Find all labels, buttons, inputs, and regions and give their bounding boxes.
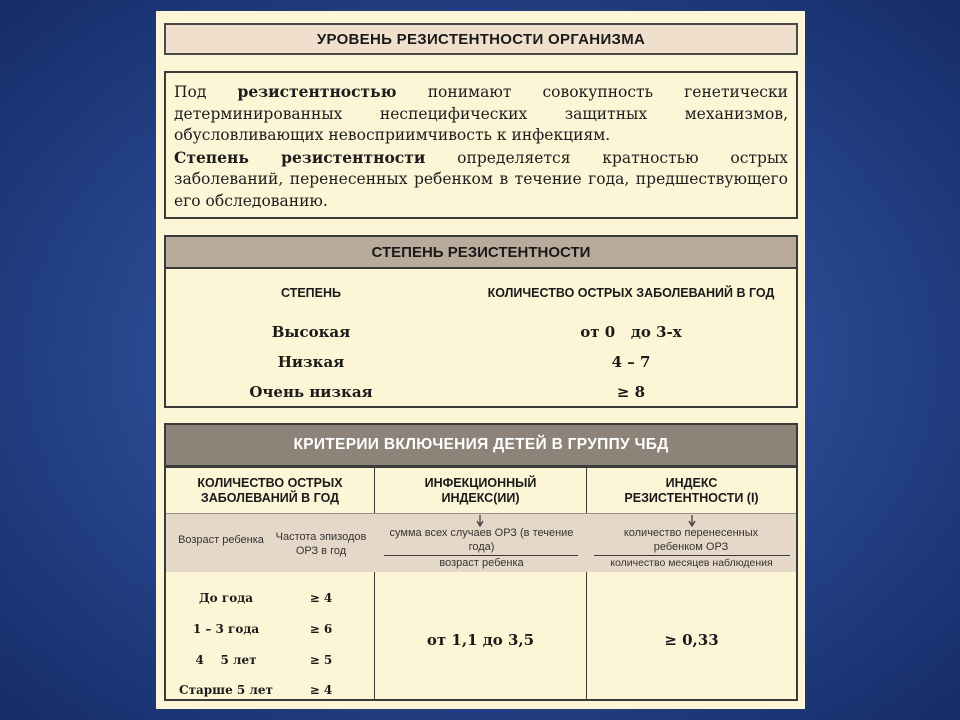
age-cell: Старше 5 лет — [179, 683, 273, 697]
infection-index-numerator: сумма всех случаев ОРЗ (в течение года) — [389, 527, 574, 553]
table-row — [166, 317, 796, 347]
age-subheader: Возраст ребенка — [178, 534, 264, 546]
degree-cell: Высокая — [271, 323, 351, 341]
page-title: УРОВЕНЬ РЕЗИСТЕНТНОСТИ ОРГАНИЗМА — [164, 23, 798, 55]
degree-cell: Очень низкая — [249, 383, 373, 401]
count-cell: 4 – 7 — [611, 353, 651, 371]
infection-index-denominator: возраст ребенка — [439, 557, 524, 569]
age-cell: 4 5 лет — [195, 653, 257, 667]
table-row — [166, 347, 796, 377]
resistance-index-value: ≥ 0,33 — [664, 631, 719, 649]
count-column-header: КОЛИЧЕСТВО ОСТРЫХ ЗАБОЛЕВАНИЙ В ГОД — [487, 286, 775, 300]
age-cell: До года — [199, 591, 253, 605]
resistance-index-header: ИНДЕКС РЕЗИСТЕНТНОСТИ (I) — [624, 475, 759, 505]
criteria-table — [164, 423, 798, 701]
age-cell: 1 – 3 года — [192, 622, 260, 636]
term-resistance-degree: Степень резистентности — [174, 147, 426, 167]
degree-column-header: СТЕПЕНЬ — [280, 286, 342, 300]
frequency-cell: ≥ 5 — [309, 653, 333, 667]
frequency-cell: ≥ 4 — [309, 683, 333, 697]
frequency-cell: ≥ 6 — [309, 622, 333, 636]
definition-box — [164, 71, 798, 219]
frequency-cell: ≥ 4 — [309, 591, 333, 605]
resistance-index-denominator: количество месяцев наблюдения — [610, 557, 773, 569]
document-sheet — [156, 11, 805, 709]
count-cell: ≥ 8 — [616, 383, 646, 401]
resistance-index-numerator: количество перенесенных ребенком ОРЗ — [623, 527, 759, 553]
degree-cell: Низкая — [277, 353, 345, 371]
term-resistance: резистентностью — [237, 82, 397, 101]
degree-table-title: СТЕПЕНЬ РЕЗИСТЕНТНОСТИ — [166, 237, 796, 269]
infection-index-header: ИНФЕКЦИОННЫЙ ИНДЕКС(ИИ) — [424, 475, 537, 505]
infection-index-value: от 1,1 до 3,5 — [426, 631, 535, 649]
resistance-degree-table — [164, 235, 798, 408]
table-row — [166, 377, 796, 407]
degree-table-header-row — [166, 269, 796, 317]
definition-paragraph-2: Степень резистентности определяется кратностью острых заболеваний, перенесенных ребенком в течение года, предшествующего его обследованию. — [174, 147, 789, 210]
count-cell: от 0 до 3-х — [580, 323, 682, 341]
definition-paragraph-1: Под резистентностью понимают совокупность генетически детерминированных неспецифических защитных механизмов, обусловливающих невосприимчивость к инфекциям. — [174, 82, 788, 145]
criteria-count-header: КОЛИЧЕСТВО ОСТРЫХ ЗАБОЛЕВАНИЙ В ГОД — [197, 475, 343, 505]
criteria-table-title: КРИТЕРИИ ВКЛЮЧЕНИЯ ДЕТЕЙ В ГРУППУ ЧБД — [166, 425, 796, 467]
frequency-subheader: Частота эпизодов ОРЗ в год — [275, 531, 367, 557]
